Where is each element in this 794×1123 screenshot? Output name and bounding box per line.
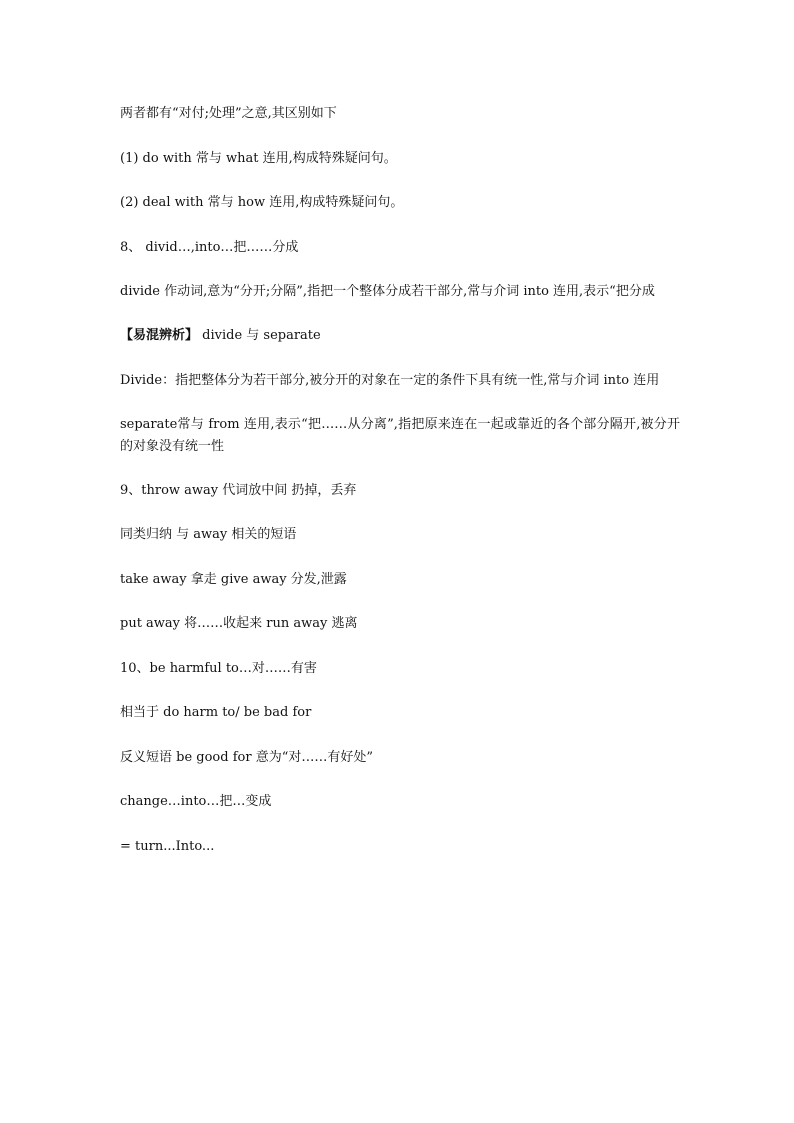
paragraph-equivalent: 相当于 do harm to/ be bad for	[120, 705, 312, 720]
confusion-analysis-text: divide 与 separate	[198, 328, 321, 343]
paragraph-turn-into: = turn...Into...	[120, 838, 215, 854]
heading-confusion-analysis	[120, 325, 680, 347]
heading-item-10: 10、be harmful to…对……有害	[120, 660, 317, 676]
paragraph-away-phrases: 同类归纳 与 away 相关的短语	[120, 527, 297, 542]
paragraph-antonym: 反义短语 be good for 意为“对……有好处”	[120, 749, 373, 765]
paragraph-intro: 两者都有“对付;处理”之意,其区别如下	[120, 106, 337, 121]
document-body	[120, 103, 680, 880]
paragraph-divide-explanation: Divide：指把整体分为若干部分,被分开的对象在一定的条件下具有统一性,常与介词 into 连用	[120, 372, 660, 388]
heading-item-9: 9、throw away 代词放中间 扔掉，丢弃	[120, 482, 357, 498]
paragraph-put-run-away: put away 将……收起来 run away 逃离	[120, 616, 358, 631]
paragraph-divide-definition: divide 作动词,意为“分开;分隔”,指把一个整体分成若干部分,常与介词 into 连用,表示“把分成	[120, 284, 655, 299]
paragraph-do-with: (1) do with 常与 what 连用,构成特殊疑问句。	[120, 150, 397, 166]
paragraph-deal-with: (2) deal with 常与 how 连用,构成特殊疑问句。	[120, 195, 404, 210]
confusion-analysis-label: 【易混辨析】	[120, 328, 199, 343]
heading-item-8: 8、 divid…,into…把……分成	[120, 239, 299, 255]
paragraph-separate-explanation: separate常与 from 连用,表示“把……从分离”,指把原来连在一起或靠近的各个部分隔开,被分开的对象没有统一性	[120, 416, 680, 454]
paragraph-take-give-away: take away 拿走 give away 分发,泄露	[120, 571, 347, 587]
paragraph-change-into: change…into…把…变成	[120, 794, 272, 809]
